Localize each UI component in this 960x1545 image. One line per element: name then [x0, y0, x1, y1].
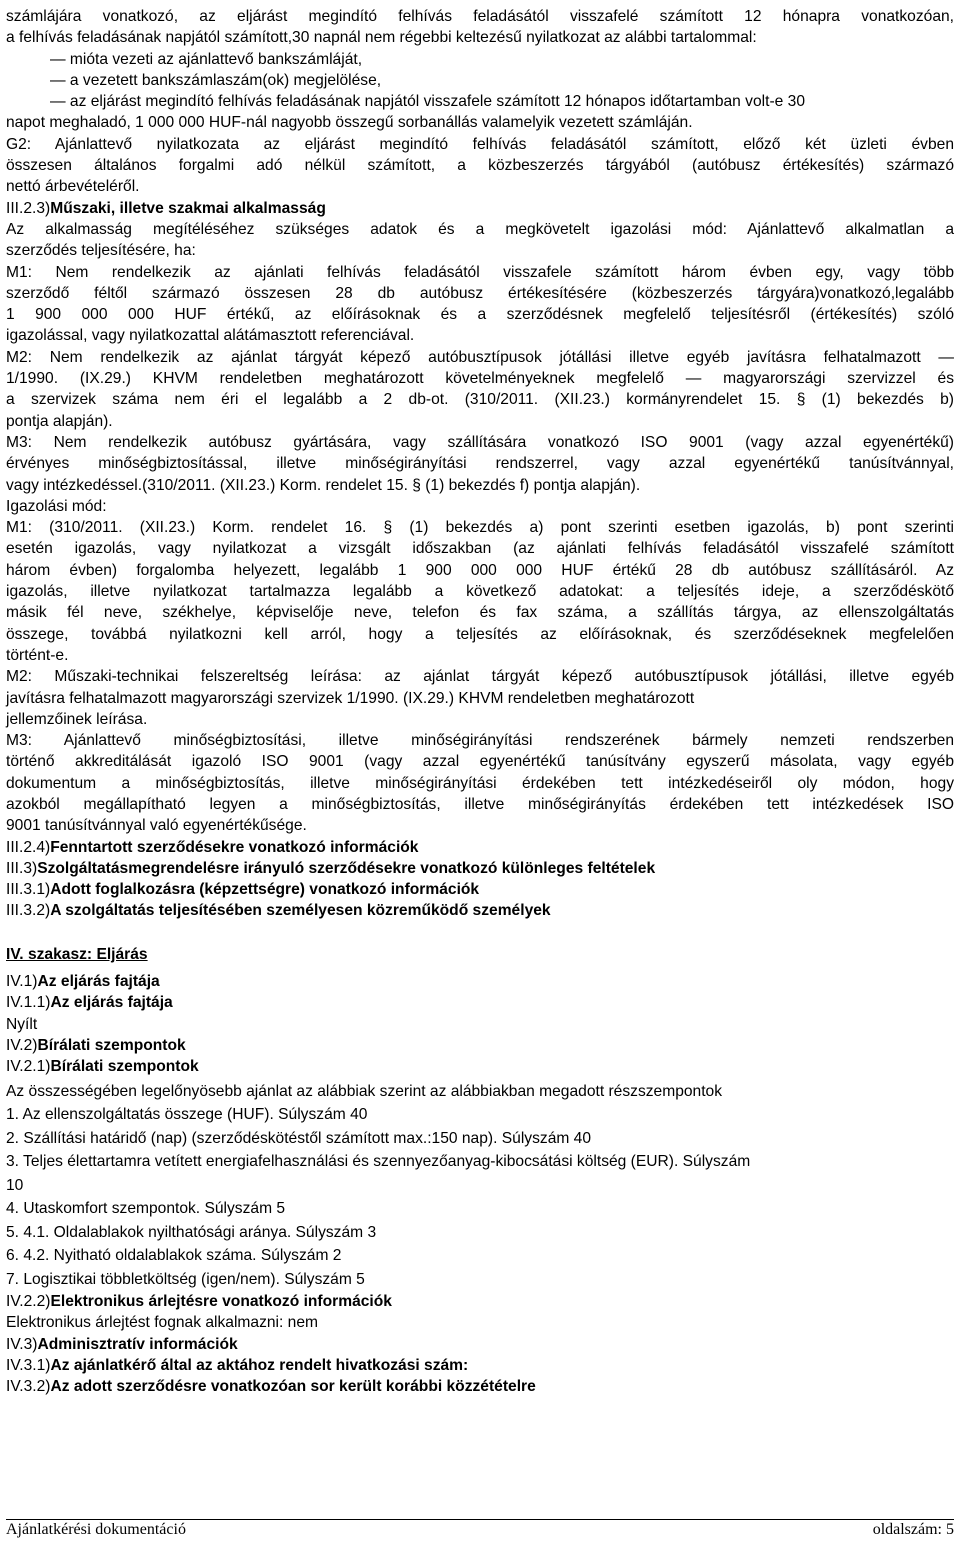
section-heading-iii-2-3 — [6, 198, 954, 219]
section-number: III.2.4) — [6, 838, 51, 856]
text-line: igazolással, vagy nyilatkozattal alátámasztott referenciával. — [6, 327, 415, 345]
section-heading-iv-1 — [6, 971, 954, 992]
section-heading-iv-1-1 — [6, 992, 954, 1013]
section-title: Adott foglalkozásra (képzettségre) vonatkozó információk — [50, 881, 480, 899]
section-number: IV.3) — [6, 1335, 38, 1353]
section-title: Szolgáltatásmegrendelésre irányuló szerződésekre vonatkozó különleges feltételek — [37, 859, 656, 877]
text-line: M1: Nem rendelkezik az ajánlati felhívás feladásától visszafele számított három évben egy, vagy több — [6, 263, 954, 281]
section-title: Műszaki, illetve szakmai alkalmasság — [50, 199, 326, 217]
dash-item: — az eljárást megindító felhívás feladásának napjától visszafele számított 12 hónapos időtartamban volt-e 30 — [50, 93, 805, 111]
section-title: Fenntartott szerződésekre vonatkozó információk — [50, 838, 419, 856]
section-heading-iii-2-4 — [6, 837, 954, 858]
section-title: Az eljárás fajtája — [37, 973, 160, 991]
section-heading-iv-2 — [6, 1035, 954, 1056]
section-title: Az eljárás fajtája — [50, 994, 173, 1012]
section-title: Elektronikus árlejtésre vonatkozó információk — [50, 1293, 392, 1311]
section-title: Bírálati szempontok — [50, 1058, 199, 1076]
text-line: M3: Ajánlattevő minőségbiztosítási, illetve minőségirányítási rendszerének bármely nemzeti rendszerben — [6, 732, 954, 750]
section-title: Bírálati szempontok — [37, 1036, 186, 1054]
criteria-list — [6, 1080, 954, 1292]
dash-item: — miótа vezeti az ajánlattevő bankszámláját, — [50, 50, 363, 68]
text-line: történő akkreditálását igazoló ISO 9001 (vagy azzal egyenértékű tanúsítvány egyszerű másolata, vagy egyéb — [6, 753, 954, 771]
text-line: számlájára vonatkozó, az eljárást megindító felhívás feladásától visszafelé számított 12 hónapra vonatkozóan, — [6, 8, 954, 25]
section-heading-iv-2-2 — [6, 1291, 954, 1312]
section-number: III.3.2) — [6, 902, 51, 920]
text-line: összege, továbbá nyilatkozni kell arról, hogy a teljesítés az előírásoknak, és szerződéseknek megfelelően — [6, 625, 954, 643]
dash-item-continued: napot meghaladó, 1 000 000 HUF-nál nagyobb összegű sorbanállás valamelyik vezetett számláján. — [6, 114, 693, 132]
text-line: 1 900 000 000 HUF értékű, az előírásoknak és a szerződésnek megfelelő teljesítésről (értékesítés) szóló — [6, 306, 954, 324]
section-number: IV.1.1) — [6, 994, 51, 1012]
section-heading-iv-3-2 — [6, 1376, 954, 1397]
text-line: G2: Ajánlattevő nyilatkozata az eljárást megindító felhívás feladásától számított, előző két üzleti évben — [6, 135, 954, 153]
text-line: szerződés teljesítésére, ha: — [6, 242, 196, 260]
intro-paragraph — [6, 6, 954, 49]
text-line: a szervizek száma nem éri el legalább a 2 db-ot. (310/2011. (XII.23.) kormányrendelet 15. § (1) bekezdés b) — [6, 391, 954, 409]
criterion-item: 7. Logisztikai többletköltség (igen/nem). Súlyszám 5 — [6, 1270, 365, 1288]
text-line: M3: Nem rendelkezik autóbusz gyártására, vagy szállítására vonatkozó ISO 9001 (vagy azzal egyenértékű) — [6, 433, 954, 451]
text-line: a felhívás feladásának napjától számított,30 napnál nem régebbi keltezésű nyilatkozat az alábbi tartalommal: — [6, 29, 757, 47]
criterion-item: 3. Teljes élettartamra vetített energiafelhasználási és szennyezőanyag-kibocsátási költség (EUR). Súlyszám — [6, 1153, 751, 1171]
section-heading-iv-2-1 — [6, 1056, 954, 1077]
text-line: nettó árbevételéről. — [6, 178, 140, 196]
section-title: Az ajánlatkérő által az aktához rendelt hivatkozási szám: — [50, 1356, 469, 1374]
section-heading-iv-3 — [6, 1334, 954, 1355]
criterion-item: 5. 4.1. Oldalablakok nyilthatósági aránya. Súlyszám 3 — [6, 1223, 377, 1241]
section-number: IV.2) — [6, 1036, 38, 1054]
document-page — [6, 6, 954, 1398]
eauction-statement: Elektronikus árlejtést fognak alkalmazni: nem — [6, 1314, 319, 1332]
section-heading-iii-3-1 — [6, 879, 954, 900]
text-line: három évben) forgalomba helyezett, legalább 1 900 000 000 HUF értékű 28 db autóbusz szállításáról. Az — [6, 561, 954, 579]
procedure-type: Nyílt — [6, 1015, 38, 1033]
section-number: IV.2.1) — [6, 1058, 51, 1076]
spacer — [6, 922, 954, 944]
text-line: összesen általános forgalmi adó nélkül számított, a közbeszerzés tárgyából (autóbusz értékesítés) származó — [6, 157, 954, 175]
criterion-item: 4. Utaskomfort szempontok. Súlyszám 5 — [6, 1200, 286, 1218]
section-title: Adminisztratív információk — [37, 1335, 238, 1353]
dash-list — [6, 49, 954, 134]
criterion-item: 6. 4.2. Nyitható oldalablakok száma. Súlyszám 2 — [6, 1247, 342, 1265]
g2-paragraph — [6, 134, 954, 198]
section-title: Az adott szerződésre vonatkozóan sor került korábbi közzétételre — [50, 1378, 536, 1396]
text-line: érvényes minőségbiztosítással, illetve minőségirányítási rendszerrel, vagy azzal egyenértékű tanúsítvánnyal, — [6, 455, 954, 473]
text-line: M1: (310/2011. (XII.23.) Korm. rendelet 16. § (1) bekezdés a) pont szerinti esetben igazolás, b) pont szerinti — [6, 519, 954, 537]
section-number: III.2.3) — [6, 199, 51, 217]
text-line: esetén igazolás, vagy nyilatkozat a vizsgált időszakban (az ajánlati felhívás feladásától visszafelé számított — [6, 540, 954, 558]
section-title: A szolgáltatás teljesítésében személyesen közreműködő személyek — [50, 902, 551, 920]
text-line: Igazolási mód: — [6, 497, 107, 515]
page-footer — [6, 1520, 954, 1540]
text-line: M2: Nem rendelkezik az ajánlat tárgyát képező autóbusztípusok jótállási illetve egyéb javításra felhatalmazott — — [6, 348, 954, 366]
section-number: III.3.1) — [6, 881, 51, 899]
text-line: történt-e. — [6, 646, 69, 664]
criterion-item: 2. Szállítási határidő (nap) (szerződéskötéstől számított max.:150 nap). Súlyszám 40 — [6, 1129, 592, 1147]
text-line: másik fél neve, székhelye, képviselője neve, telefon és fax száma, a szállítás tárgya, az ellenszolgáltatás — [6, 604, 954, 622]
section-heading-iii-3 — [6, 858, 954, 879]
section-number: IV.3.1) — [6, 1356, 51, 1374]
dash-item: — a vezetett bankszámlaszám(ok) megjelölése, — [50, 71, 382, 89]
text-line: dokumentum a minőségbiztosítás, illetve minőségirányítási érdekében tett intézkedéseiről oly módon, hogy — [6, 774, 954, 792]
section-number: IV.2.2) — [6, 1293, 51, 1311]
criteria-intro: Az összességében legelőnyösebb ajánlat az alábbiak szerint az alábbiakban megadott részszempontok — [6, 1082, 723, 1100]
technical-capability-text — [6, 219, 954, 837]
text-line: M2: Műszaki-technikai felszereltség leírása: az ajánlat tárgyát képező autóbusztípusok jótállási, illetve egyéb — [6, 668, 954, 686]
footer-document-title: Ajánlatkérési dokumentáció — [6, 1521, 186, 1538]
text-line: szerződő féltől származó összesen 28 db autóbusz értékesítésére (közbeszerzés tárgyára)vonatkozó,legalább — [6, 284, 954, 302]
section-iv-title: IV. szakasz: Eljárás — [6, 945, 148, 963]
criterion-item-continued: 10 — [6, 1176, 24, 1194]
text-line: javításra felhatalmazott magyarországi szervizek 1/1990. (IX.29.) KHVM rendeletben meghatározott — [6, 689, 695, 707]
text-line: Az alkalmasság megítéléséhez szükséges adatok és a megkövetelt igazolási mód: Ajánlattevő alkalmatlan a — [6, 220, 954, 238]
text-line: azokból megállapítható legyen a minőségbiztosítás, illetve minőségirányítás érdekében tett intézkedések ISO — [6, 795, 954, 813]
section-heading-iv-3-1 — [6, 1355, 954, 1376]
footer-page-number: oldalszám: 5 — [872, 1521, 954, 1538]
text-line: vagy intézkedéssel.(310/2011. (XII.23.) Korm. rendelet 15. § (1) bekezdés f) pontja alapján). — [6, 476, 641, 494]
section-number: IV.3.2) — [6, 1378, 51, 1396]
text-line: 9001 tanúsítvánnyal való egyenértékűsége. — [6, 817, 307, 835]
text-line: pontja alapján). — [6, 412, 113, 430]
text-line: igazolás, illetve nyilatkozat tartalmazza legalább a következő adatokat: a teljesítés ideje, a szerződéskötő — [6, 583, 954, 601]
section-number: IV.1) — [6, 973, 38, 991]
text-line: 1/1990. (IX.29.) KHVM rendeletben meghatározott követelményeknek megfelelő — magyarországi szervizzel és — [6, 370, 954, 388]
text-line: jellemzőinek leírása. — [6, 710, 148, 728]
criterion-item: 1. Az ellenszolgáltatás összege (HUF). Súlyszám 40 — [6, 1106, 368, 1124]
section-number: III.3) — [6, 859, 38, 877]
section-heading-iii-3-2 — [6, 900, 954, 921]
